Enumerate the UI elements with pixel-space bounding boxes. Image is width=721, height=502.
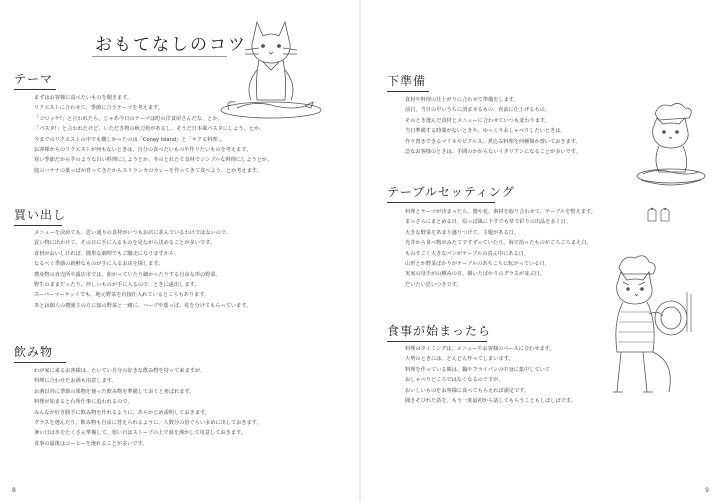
page-title: おもてなしのコツ [95,35,247,55]
cat-with-dish-illustration [629,100,719,200]
section-heading-meal-start: 食事が始まったら [387,322,491,342]
section-heading-drinks: 飲み物 [14,343,66,363]
section-heading-theme: テーマ [14,70,56,90]
section-heading-shopping: 買い出し [14,206,66,226]
section-body-shopping: メニューを決めても、思い通りの食材がいつもお店に並んでいるわけではないので、 買い物に出かけて、その日に手に入るものを見ながら決めることが多いです。 食材がおいしければ、簡単な調理でもご馳走になりますから、 なるべく季節の新鮮なものが手に入るお店を探します。 農産物の直売所や露店市では、曲がっていたり細かったりする自由な形の野菜、 野生のままだったり、珍しいものが手に入るので、ときに遠出します。 スーパーマーケットでも、地元野菜を直接仕入れているところもあります。 あとは個人の農園主の方に知の野菜と一緒に、ハーブや葉っぱ、花を分けてもらっています。 [34,230,252,309]
section-heading-prep: 下準備 [387,72,429,92]
section-body-meal-start: 料理のタイミングは、メニューやお客様のペースに合わせます。 大勢のときには、どんどん作ってしまいます。 料理を作っている間は、鍋やフライパンの中身に集中していて おしゃべりどころではなくなるのですが、 おいしいものをお客様に食べてもらえれば満足です。 聞きそびれた話を、もう一度最初から話してもらうこともしばしばです。 [405,346,576,404]
tabby-cat-chef-illustration [583,252,703,412]
salt-pepper-illustration [644,205,674,223]
section-body-theme: まずはお客様に食べたいものを聞きます。 リクエストに合わせて、季節に合うテーマを考えます。 「コロッケ!」と言われたら、じゃあ今日のテーマは町の洋食屋さんだな、とか。 「パスタ!」と言われたけど、いただき物の秋刀魚があるし、そうだ日本風パスタにしよう、とか。 今までのリクエストの中でも難しかったのは「Coney Island」と「キアる料理」。 お客様からのリクエストが何もないときは、自分の食べたいものや作りたいものを考えます。 寒い季節だから芋のような白い料理にしようとか、冬のとれたて食材でシンプルな料理にしようとか。 庭のハナナの葉っぱが育ってきたからスリランカのカレーを作ってきて食べよう、とか考えます。 [34,95,273,174]
left-page [0,0,360,502]
section-body-prep: 食材や料理の仕上がりに合わせて準備をします。 前日、当日の早いうちに済ませるもの、直前に仕上げるもの、 そのとき選んだ食材とメニューに合わせていつも変わります。 当日準備する時間がないときや、ゆっくりおしゃべりしたいときは、 作り置きできるマリネやピクルス、煮込み料理を何種類か置いておきます。 急なお客様のときは、手間のかからないイタリアンになることが多いです。 [405,97,581,155]
section-heading-table-setting: テーブルセッティング [387,183,515,203]
section-body-table-setting: 料理とテーマが決まったら、器や花、素材を取り合わせて、テーブルを整えます。 まっさらにまとめる日、原っぱ風に下すでも草で彩りの出品を多く日、 大きな野菜をあまり盛りつけて、主題がある日。 光井から食べ物がみたてですずっていたり、海で拾ったものがごろごろまえ白。 ものすごく大きなパンがテーブルの真ん中にある日、 山形とか野菜ばかりがテーブルのあちこちに転がっている日、 実家の母手が山積みの日、描いたばかりのグラスが並ぶ日。 だいたい思いつきです。 [405,209,596,288]
page-number-left: 8 [12,487,16,494]
page-number-right: 9 [705,487,709,494]
section-body-drinks: わが家に来るお客様は、たいてい自分の好きな飲み物を持って来ますが、 料理に合わせたお酒も用意します。 お酒以外に季節の果物を使った飲み物を準備しておくと喜ばれます。 料理が始まると台所仕事に追われるので、 みんなが好き勝手に飲み物を作れるように、あらかじめ説明しておきます。 グラスを選んだり、飲み物も自由に替えられるように、人数分の倍ぐらい多めに出しておきます。 暑い日は氷をたくさん準備して、寒い日はストーブの上で湯を沸かして用意しておきます。 食事の最後はコーヒーを淹れることが多いです。 [34,368,262,447]
right-page [361,0,721,502]
